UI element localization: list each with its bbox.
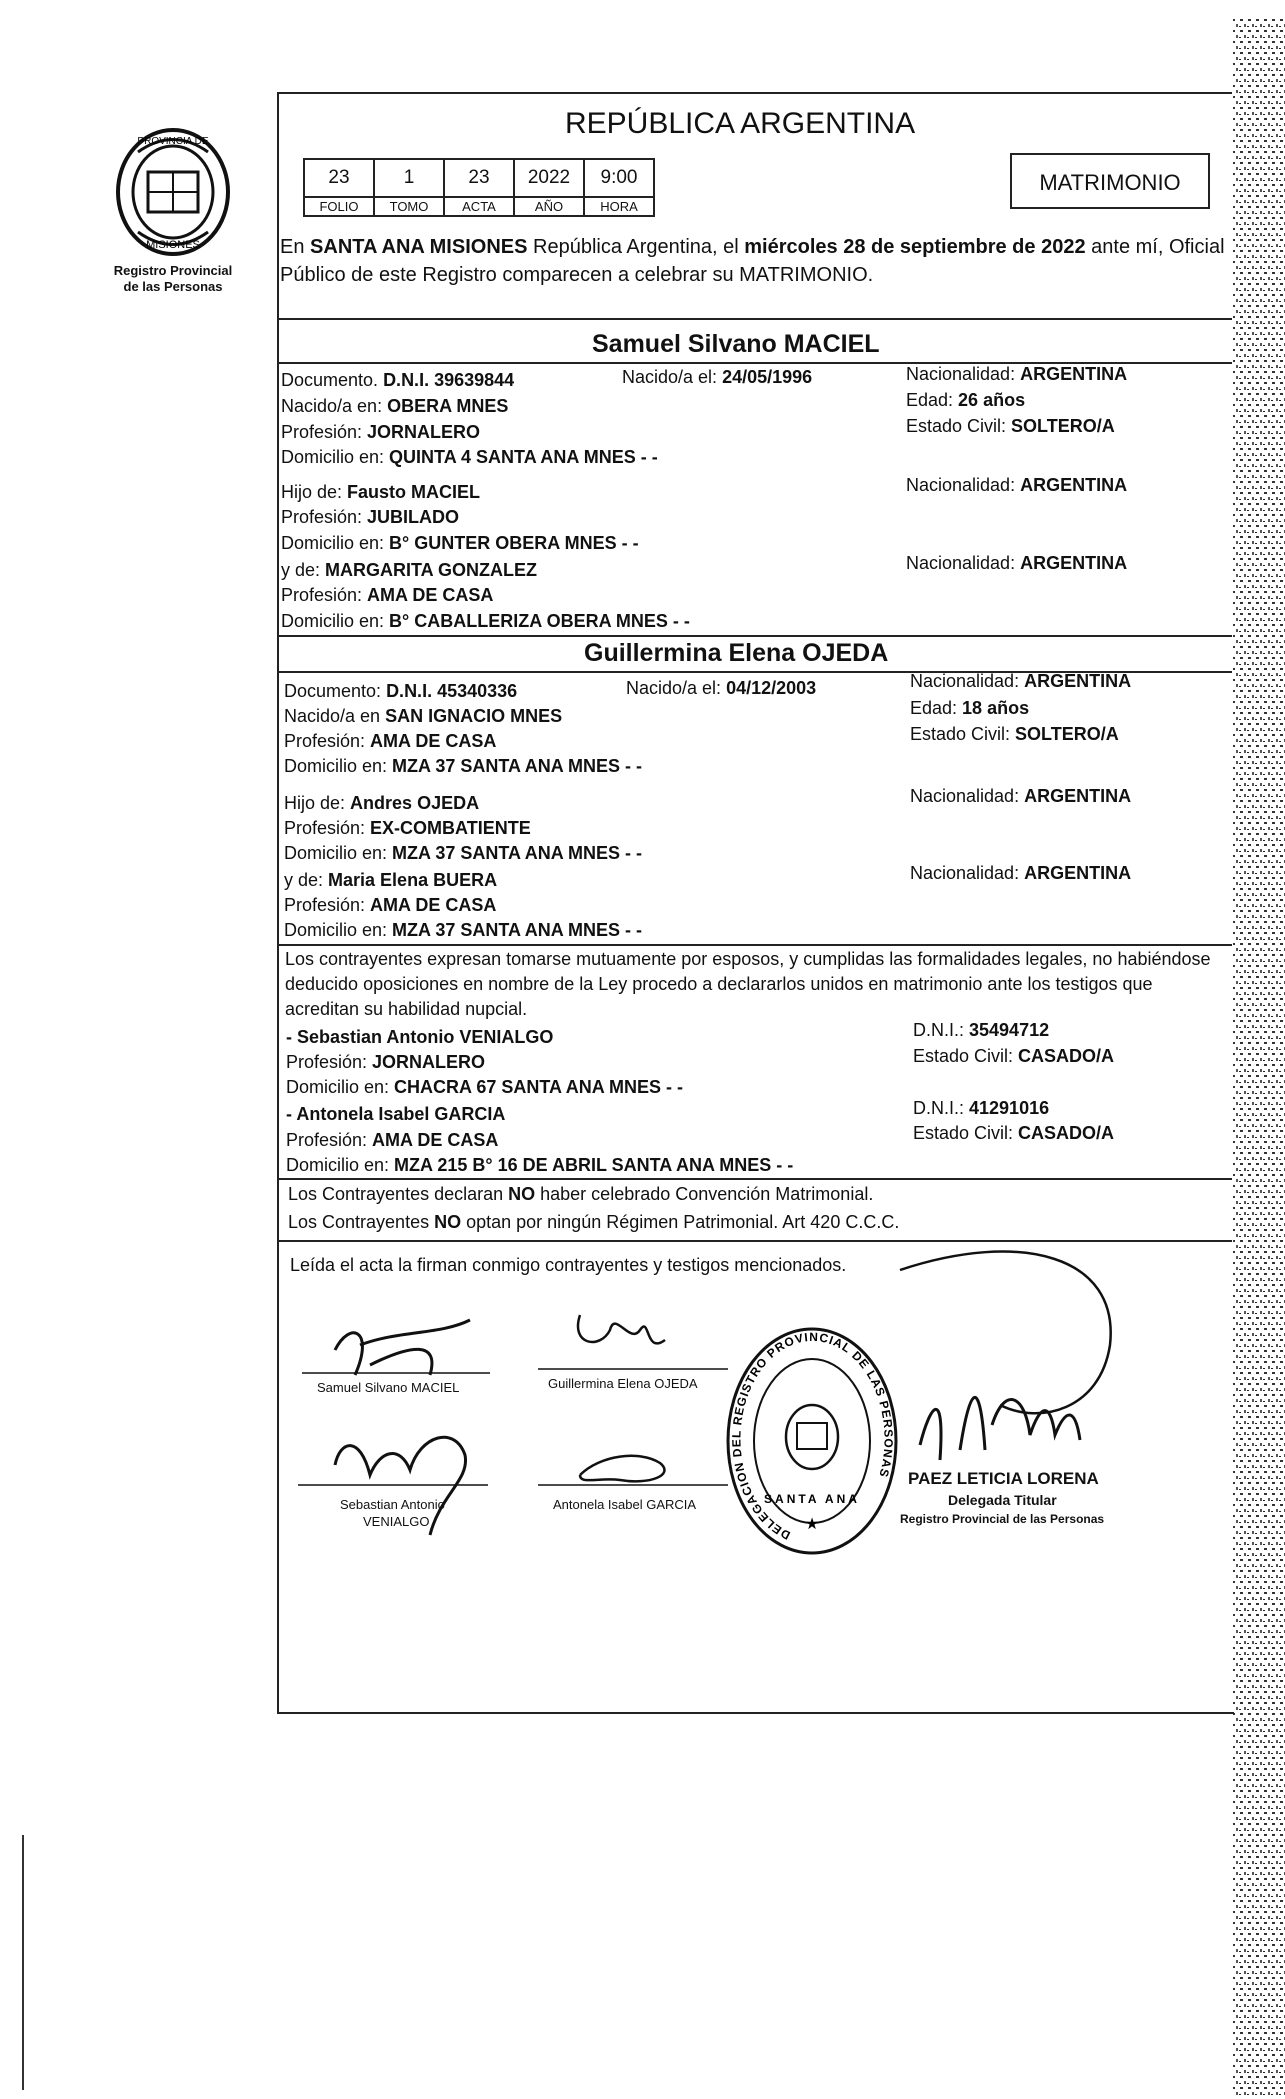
intro-place: SANTA ANA MISIONES — [310, 236, 528, 258]
witness1-address-label: Domicilio en: — [286, 1077, 395, 1097]
bride-born-date-line — [626, 678, 816, 699]
witness2-profession: AMA DE CASA — [372, 1130, 499, 1150]
groom-profession-label: Profesión: — [281, 422, 368, 442]
bride-age-label: Edad: — [910, 698, 963, 718]
country-title: REPÚBLICA ARGENTINA — [565, 107, 916, 140]
groom-mother-nationality-line — [906, 553, 1127, 574]
bride-profession: AMA DE CASA — [370, 731, 497, 751]
intro-text-3: ante mí, Oficial Público de este Registro comparecen a celebrar su MATRIMONIO. — [280, 236, 1225, 286]
divider-witnesses — [277, 1178, 1232, 1180]
witness2-signature-label: Antonela Isabel GARCIA — [553, 1497, 697, 1512]
groom-father-nationality-label: Nacionalidad: — [906, 475, 1021, 495]
groom-profession-line — [281, 422, 480, 443]
groom-name: Samuel Silvano MACIEL — [592, 330, 880, 358]
witness2-dni-line — [913, 1098, 1049, 1119]
groom-father-profession-line — [281, 507, 459, 528]
closing-line: Leída el acta la firman conmigo contrayentes y testigos mencionados. — [290, 1255, 847, 1275]
bride-civil-status-label: Estado Civil: — [910, 724, 1016, 744]
groom-mother-profession: AMA DE CASA — [367, 585, 494, 605]
bride-address-label: Domicilio en: — [284, 756, 393, 776]
official-name: PAEZ LETICIA LORENA — [908, 1469, 1099, 1488]
groom-signature-label: Samuel Silvano MACIEL — [317, 1380, 460, 1395]
agreement-1-b: NO — [508, 1184, 536, 1204]
witness2-profession-line — [286, 1130, 498, 1151]
bride-born-date: 04/12/2003 — [726, 678, 817, 698]
bride-nationality-line — [910, 671, 1131, 692]
registry-stamp — [725, 1325, 900, 1560]
witness2-signature — [538, 1456, 728, 1485]
witness2-dni: 41291016 — [969, 1098, 1050, 1118]
bride-born-place-line — [284, 706, 562, 727]
bride-address-line — [284, 756, 642, 777]
groom-document-line — [281, 370, 514, 391]
bride-name: Guillermina Elena OJEDA — [584, 639, 889, 667]
agreement-2-b: NO — [434, 1212, 462, 1232]
bride-born-place-label: Nacido/a en — [284, 706, 386, 726]
witness1-dni: 35494712 — [969, 1020, 1050, 1040]
agreement-2-a: Los Contrayentes — [288, 1212, 435, 1232]
witness1-address-line — [286, 1077, 683, 1098]
act-type-box: MATRIMONIO — [1010, 153, 1210, 209]
groom-born-place-line — [281, 396, 508, 417]
groom-mother-address: B° CABALLERIZA OBERA MNES - - — [389, 611, 690, 631]
bride-signature-label: Guillermina Elena OJEDA — [548, 1376, 698, 1391]
agreement-2-c: optan por ningún Régimen Patrimonial. Art 420 C.C.C. — [461, 1212, 900, 1232]
groom-mother-address-line — [281, 611, 690, 632]
logo-top-text: PROVINCIA DE — [137, 136, 209, 147]
bride-father: Andres OJEDA — [350, 793, 480, 813]
bride-mother-nationality: ARGENTINA — [1024, 863, 1132, 883]
witness1-civil-status-line — [913, 1046, 1114, 1067]
bride-mother-address-line — [284, 920, 642, 941]
groom-nationality-line — [906, 364, 1127, 385]
groom-mother-address-label: Domicilio en: — [281, 611, 390, 631]
groom-address-label: Domicilio en: — [281, 447, 390, 467]
groom-father-label: Hijo de: — [281, 482, 348, 502]
witness2-address: MZA 215 B° 16 DE ABRIL SANTA ANA MNES - - — [394, 1155, 794, 1175]
bride-born-place: SAN IGNACIO MNES — [385, 706, 563, 726]
bride-mother-profession: AMA DE CASA — [370, 895, 497, 915]
bride-mother: Maria Elena BUERA — [328, 870, 498, 890]
registry-logo-caption — [88, 263, 258, 295]
bride-nationality: ARGENTINA — [1024, 671, 1132, 691]
bride-mother-nationality-line — [910, 863, 1131, 884]
bride-father-nationality-label: Nacionalidad: — [910, 786, 1025, 806]
acta-label: ACTA — [444, 197, 514, 216]
witness1-signature-label-2: VENIALGO — [363, 1514, 430, 1529]
witness2-name — [286, 1104, 505, 1125]
bride-document: D.N.I. 45340336 — [386, 681, 518, 701]
bride-father-line — [284, 793, 479, 814]
agreement-1-a: Los Contrayentes declaran — [288, 1184, 509, 1204]
witness2-address-label: Domicilio en: — [286, 1155, 395, 1175]
witness1-dni-line — [913, 1020, 1049, 1041]
registry-data-table — [303, 158, 655, 217]
witness1-civil-status-label: Estado Civil: — [913, 1046, 1019, 1066]
witness1-profession-label: Profesión: — [286, 1052, 373, 1072]
bride-profession-line — [284, 731, 496, 752]
groom-address: QUINTA 4 SANTA ANA MNES - - — [389, 447, 658, 467]
tomo-value: 1 — [374, 159, 444, 197]
witness2-dni-label: D.N.I.: — [913, 1098, 970, 1118]
bride-mother-profession-label: Profesión: — [284, 895, 371, 915]
official-org: Registro Provincial de las Personas — [900, 1512, 1105, 1526]
bride-address: MZA 37 SANTA ANA MNES - - — [392, 756, 643, 776]
hour-label: HORA — [584, 197, 654, 216]
groom-document: D.N.I. 39639844 — [383, 370, 515, 390]
intro-text-1: En — [280, 236, 311, 258]
logo-caption-line-2: de las Personas — [123, 279, 223, 294]
groom-father-nationality-line — [906, 475, 1127, 496]
groom-father-line — [281, 482, 480, 503]
provincial-coat-of-arms-logo — [108, 122, 238, 262]
witness1-profession-line — [286, 1052, 485, 1073]
witness2-name-text: - Antonela Isabel GARCIA — [286, 1104, 506, 1124]
groom-civil-status-label: Estado Civil: — [906, 416, 1012, 436]
groom-father-address-label: Domicilio en: — [281, 533, 390, 553]
witness2-profession-label: Profesión: — [286, 1130, 373, 1150]
groom-nationality-label: Nacionalidad: — [906, 364, 1021, 384]
official-title: Delegada Titular — [948, 1492, 1057, 1508]
divider-groom — [277, 635, 1232, 637]
groom-father-address: B° GUNTER OBERA MNES - - — [389, 533, 639, 553]
witness2-civil-status: CASADO/A — [1018, 1123, 1115, 1143]
bride-civil-status: SOLTERO/A — [1015, 724, 1119, 744]
stamp-ring-text: DELEGACION DEL REGISTRO PROVINCIAL DE LAS PERSONAS — [729, 1329, 896, 1543]
bride-father-label: Hijo de: — [284, 793, 351, 813]
official-signature — [920, 1397, 1080, 1460]
agreement-line-1 — [288, 1184, 873, 1205]
agreement-1-c: haber celebrado Convención Matrimonial. — [535, 1184, 874, 1204]
witness1-signature-label-1: Sebastian Antonio — [340, 1497, 445, 1512]
groom-address-line — [281, 447, 658, 468]
bride-civil-status-line — [910, 724, 1119, 745]
groom-nationality: ARGENTINA — [1020, 364, 1128, 384]
bride-document-line — [284, 681, 517, 702]
logo-caption-line-1: Registro Provincial — [113, 263, 233, 278]
bride-mother-address-label: Domicilio en: — [284, 920, 393, 940]
witness1-name-text: - Sebastian Antonio VENIALGO — [286, 1027, 554, 1047]
groom-mother-nationality: ARGENTINA — [1020, 553, 1128, 573]
witness1-address: CHACRA 67 SANTA ANA MNES - - — [394, 1077, 684, 1097]
folio-label: FOLIO — [304, 197, 374, 216]
groom-profession: JORNALERO — [367, 422, 481, 442]
groom-father-profession-label: Profesión: — [281, 507, 368, 527]
groom-father-nationality: ARGENTINA — [1020, 475, 1128, 495]
groom-mother-profession-label: Profesión: — [281, 585, 368, 605]
acta-value: 23 — [444, 159, 514, 197]
witness1-dni-label: D.N.I.: — [913, 1020, 970, 1040]
divider-bride — [277, 944, 1232, 946]
year-value: 2022 — [514, 159, 584, 197]
witness2-civil-status-label: Estado Civil: — [913, 1123, 1019, 1143]
witness2-address-line — [286, 1155, 793, 1176]
logo-bottom-text: MISIONES — [146, 239, 200, 251]
intro-date: miércoles 28 de septiembre de 2022 — [744, 236, 1086, 258]
bride-father-address-label: Domicilio en: — [284, 843, 393, 863]
groom-civil-status: SOLTERO/A — [1011, 416, 1115, 436]
groom-father: Fausto MACIEL — [347, 482, 481, 502]
bride-signature — [538, 1315, 728, 1369]
bride-mother-profession-line — [284, 895, 496, 916]
bride-nationality-label: Nacionalidad: — [910, 671, 1025, 691]
bride-father-profession-label: Profesión: — [284, 818, 371, 838]
groom-age-label: Edad: — [906, 390, 959, 410]
declaration-paragraph: Los contrayentes expresan tomarse mutuamente por esposos, y cumplidas las formalidades legales, no habiéndose deducido oposiciones en nombre de la Ley procedo a declararlos unidos en matrimonio ante los testigos que acreditan su habilidad nupcial. — [285, 949, 1211, 1019]
groom-born-date: 24/05/1996 — [722, 367, 813, 387]
witness1-name — [286, 1027, 553, 1048]
groom-father-profession: JUBILADO — [367, 507, 460, 527]
groom-mother-label: y de: — [281, 560, 326, 580]
bride-father-nationality-line — [910, 786, 1131, 807]
folio-value: 23 — [304, 159, 374, 197]
groom-civil-status-line — [906, 416, 1115, 437]
bride-age: 18 años — [962, 698, 1030, 718]
official-signature-loop — [900, 1252, 1111, 1414]
witness1-civil-status: CASADO/A — [1018, 1046, 1115, 1066]
stamp-bottom-text: SANTA ANA — [764, 1492, 860, 1506]
groom-born-date-line — [622, 367, 812, 388]
groom-mother-nationality-label: Nacionalidad: — [906, 553, 1021, 573]
scan-margin-line — [22, 1835, 24, 2090]
groom-father-address-line — [281, 533, 639, 554]
witness1-profession: JORNALERO — [372, 1052, 486, 1072]
bride-father-address-line — [284, 843, 642, 864]
intro-paragraph — [280, 233, 1230, 289]
bride-mother-nationality-label: Nacionalidad: — [910, 863, 1025, 883]
bride-profession-label: Profesión: — [284, 731, 371, 751]
bride-father-profession-line — [284, 818, 531, 839]
bride-mother-line — [284, 870, 497, 891]
bride-document-label: Documento: — [284, 681, 387, 701]
bride-age-line — [910, 698, 1029, 719]
bride-father-profession: EX-COMBATIENTE — [370, 818, 531, 838]
bride-mother-label: y de: — [284, 870, 329, 890]
witness2-civil-status-line — [913, 1123, 1114, 1144]
groom-signature — [302, 1320, 490, 1375]
groom-mother-profession-line — [281, 585, 493, 606]
year-label: AÑO — [514, 197, 584, 216]
hour-value: 9:00 — [584, 159, 654, 197]
certificate-top-border — [277, 92, 1232, 94]
groom-born-place-label: Nacido/a en: — [281, 396, 388, 416]
groom-age-line — [906, 390, 1025, 411]
groom-document-label: Documento. — [281, 370, 384, 390]
intro-text-2: República Argentina, el — [527, 236, 745, 258]
stamp-star: ★ — [804, 1514, 820, 1533]
groom-mother: MARGARITA GONZALEZ — [325, 560, 538, 580]
groom-born-date-label: Nacido/a el: — [622, 367, 723, 387]
bride-father-nationality: ARGENTINA — [1024, 786, 1132, 806]
tomo-label: TOMO — [374, 197, 444, 216]
bride-father-address: MZA 37 SANTA ANA MNES - - — [392, 843, 643, 863]
bride-mother-address: MZA 37 SANTA ANA MNES - - — [392, 920, 643, 940]
groom-born-place: OBERA MNES — [387, 396, 509, 416]
bride-born-date-label: Nacido/a el: — [626, 678, 727, 698]
groom-mother-line — [281, 560, 537, 581]
groom-age: 26 años — [958, 390, 1026, 410]
divider-intro — [277, 318, 1232, 320]
agreement-line-2 — [288, 1212, 899, 1233]
